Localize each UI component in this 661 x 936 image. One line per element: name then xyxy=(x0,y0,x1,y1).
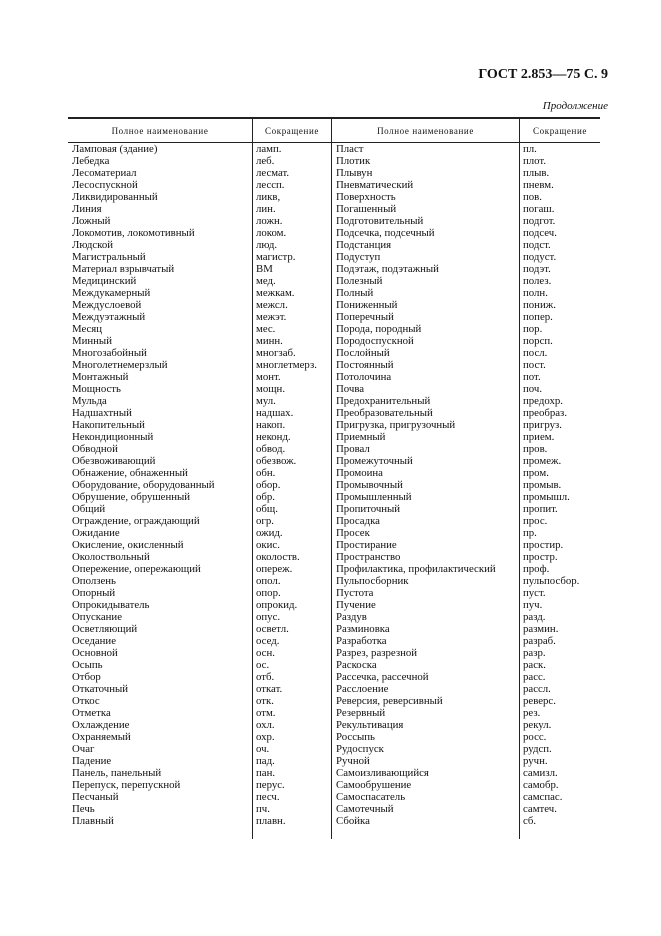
abbreviation-cell: перус. xyxy=(256,779,285,791)
full-name-cell: Опережение, опережающий xyxy=(72,563,201,575)
abbreviation-cell: самобр. xyxy=(523,779,559,791)
abbreviation-cell: плыв. xyxy=(523,167,550,179)
abbreviation-cell: подэт. xyxy=(523,263,551,275)
full-name-cell: Ограждение, ограждающий xyxy=(72,515,200,527)
abbreviation-cell: промыв. xyxy=(523,479,562,491)
abbreviation-cell: промеж. xyxy=(523,455,562,467)
abbreviation-cell: расс. xyxy=(523,671,546,683)
abbreviation-cell: отк. xyxy=(256,695,274,707)
abbreviation-cell: опус. xyxy=(256,611,281,623)
abbreviation-cell: пост. xyxy=(523,359,546,371)
full-name-cell: Междукамерный xyxy=(72,287,151,299)
full-name-cell: Панель, панельный xyxy=(72,767,162,779)
abbreviation-cell: плот. xyxy=(523,155,547,167)
full-name-cell: Охраняемый xyxy=(72,731,131,743)
abbreviation-cell: полн. xyxy=(523,287,548,299)
abbreviation-cell: монт. xyxy=(256,371,281,383)
full-name-cell: Ламповая (здание) xyxy=(72,143,158,155)
abbreviation-cell: люд. xyxy=(256,239,278,251)
abbreviation-cell: подгот. xyxy=(523,215,556,227)
abbreviation-cell: пневм. xyxy=(523,179,554,191)
full-name-cell: Междуслоевой xyxy=(72,299,142,311)
column-divider xyxy=(331,117,332,839)
full-name-cell: Рассечка, рассечной xyxy=(336,671,429,683)
full-name-cell: Оседание xyxy=(72,635,117,647)
abbreviation-cell: попер. xyxy=(523,311,553,323)
full-name-cell: Мощность xyxy=(72,383,121,395)
full-name-cell: Раскоска xyxy=(336,659,377,671)
full-name-cell: Обезвоживающий xyxy=(72,455,156,467)
full-name-cell: Плавный xyxy=(72,815,114,827)
full-name-cell: Подстанция xyxy=(336,239,392,251)
full-name-cell: Плывун xyxy=(336,167,373,179)
abbreviation-cell: ликв, xyxy=(256,191,281,203)
abbreviation-cell: огр. xyxy=(256,515,274,527)
full-name-cell: Пустота xyxy=(336,587,374,599)
abbreviation-cell: мед. xyxy=(256,275,276,287)
abbreviation-cell: опереж. xyxy=(256,563,293,575)
full-name-cell: Линия xyxy=(72,203,102,215)
abbreviation-cell: самспас. xyxy=(523,791,563,803)
full-name-cell: Промывочный xyxy=(336,479,403,491)
abbreviation-cell: пропит. xyxy=(523,503,558,515)
full-name-cell: Промежуточный xyxy=(336,455,413,467)
full-name-cell: Накопительный xyxy=(72,419,145,431)
full-name-cell: Локомотив, локомотивный xyxy=(72,227,195,239)
full-name-cell: Простирание xyxy=(336,539,397,551)
abbreviation-cell: мес. xyxy=(256,323,276,335)
abbreviation-cell: окис. xyxy=(256,539,280,551)
full-name-cell: Разрез, разрезной xyxy=(336,647,418,659)
full-name-cell: Печь xyxy=(72,803,95,815)
right-full-name-column xyxy=(336,143,518,827)
abbreviation-cell: разраб. xyxy=(523,635,556,647)
full-name-cell: Рудоспуск xyxy=(336,743,384,755)
abbreviation-cell: раск. xyxy=(523,659,546,671)
abbreviation-cell: пл. xyxy=(523,143,537,155)
full-name-cell: Обводной xyxy=(72,443,118,455)
abbreviation-cell: простр. xyxy=(523,551,558,563)
abbreviation-cell: пор. xyxy=(523,323,543,335)
full-name-cell: Ручной xyxy=(336,755,370,767)
full-name-cell: Околоствольный xyxy=(72,551,150,563)
abbreviation-cell: рассл. xyxy=(523,683,551,695)
abbreviation-cell: многлетмерз. xyxy=(256,359,317,371)
full-name-cell: Подуступ xyxy=(336,251,381,263)
abbreviation-cell: прос. xyxy=(523,515,548,527)
abbreviation-cell: рез. xyxy=(523,707,541,719)
full-name-cell: Подсечка, подсечный xyxy=(336,227,435,239)
abbreviation-cell: общ. xyxy=(256,503,278,515)
abbreviation-cell: пч. xyxy=(256,803,270,815)
right-abbreviation-column xyxy=(523,143,599,827)
full-name-cell: Падение xyxy=(72,755,112,767)
abbreviation-cell: песч. xyxy=(256,791,280,803)
full-name-cell: Отметка xyxy=(72,707,111,719)
full-name-cell: Мульда xyxy=(72,395,107,407)
full-name-cell: Породоспускной xyxy=(336,335,414,347)
header-full-name-1: Полное наименование xyxy=(111,126,209,136)
abbreviation-cell: минн. xyxy=(256,335,283,347)
full-name-cell: Пространство xyxy=(336,551,401,563)
full-name-cell: Просадка xyxy=(336,515,380,527)
full-name-cell: Междуэтажный xyxy=(72,311,146,323)
abbreviation-cell: пуч. xyxy=(523,599,543,611)
full-name-cell: Подготовительный xyxy=(336,215,424,227)
full-name-cell: Самоспасатель xyxy=(336,791,406,803)
abbreviation-cell: пад. xyxy=(256,755,275,767)
abbreviation-cell: разр. xyxy=(523,647,546,659)
full-name-cell: Опускание xyxy=(72,611,122,623)
full-name-cell: Лебедка xyxy=(72,155,110,167)
abbreviation-cell: оч. xyxy=(256,743,270,755)
abbreviation-cell: разд. xyxy=(523,611,546,623)
full-name-cell: Подэтаж, подэтажный xyxy=(336,263,439,275)
full-name-cell: Потолочина xyxy=(336,371,392,383)
full-name-cell: Ожидание xyxy=(72,527,120,539)
abbreviation-cell: реверс. xyxy=(523,695,556,707)
full-name-cell: Полный xyxy=(336,287,374,299)
abbreviation-cell: осветл. xyxy=(256,623,289,635)
full-name-cell: Пропиточный xyxy=(336,503,401,515)
full-name-cell: Поверхность xyxy=(336,191,396,203)
full-name-cell: Людской xyxy=(72,239,113,251)
abbreviation-cell: лесcп. xyxy=(256,179,285,191)
full-name-cell: Окисление, окисленный xyxy=(72,539,184,551)
abbreviation-cell: отб. xyxy=(256,671,275,683)
full-name-cell: Полезный xyxy=(336,275,383,287)
full-name-cell: Материал взрывчатый xyxy=(72,263,175,275)
full-name-cell: Монтажный xyxy=(72,371,129,383)
full-name-cell: Надшахтный xyxy=(72,407,132,419)
full-name-cell: Общий xyxy=(72,503,106,515)
abbreviation-cell: самизл. xyxy=(523,767,558,779)
continuation-label: Продолжение xyxy=(542,100,608,112)
full-name-cell: Профилактика, профилактический xyxy=(336,563,496,575)
abbreviation-cell: многзаб. xyxy=(256,347,296,359)
full-name-cell: Откос xyxy=(72,695,100,707)
abbreviation-cell: откат. xyxy=(256,683,283,695)
abbreviation-cell: преобраз. xyxy=(523,407,568,419)
abbreviation-cell: пан. xyxy=(256,767,276,779)
abbreviation-cell: лин. xyxy=(256,203,276,215)
abbreviation-cell: подст. xyxy=(523,239,551,251)
full-name-cell: Многозабойный xyxy=(72,347,147,359)
abbreviation-cell: опор. xyxy=(256,587,281,599)
full-name-cell: Предохранительный xyxy=(336,395,431,407)
full-name-cell: Некондиционный xyxy=(72,431,154,443)
full-name-cell: Плотик xyxy=(336,155,371,167)
abbreviation-cell: сб. xyxy=(523,815,537,827)
full-name-cell: Отбор xyxy=(72,671,101,683)
full-name-cell: Провал xyxy=(336,443,370,455)
full-name-cell: Разминовка xyxy=(336,623,390,635)
abbreviation-cell: подсеч. xyxy=(523,227,557,239)
abbreviation-cell: промышл. xyxy=(523,491,570,503)
abbreviation-cell: подуст. xyxy=(523,251,557,263)
full-name-cell: Реверсия, реверсивный xyxy=(336,695,443,707)
header-abbreviation-2: Сокращение xyxy=(533,126,587,136)
full-name-cell: Погашенный xyxy=(336,203,397,215)
abbreviation-cell: ожид. xyxy=(256,527,283,539)
abbreviation-cell: рекул. xyxy=(523,719,552,731)
abbreviation-cell: пр. xyxy=(523,527,537,539)
full-name-cell: Россыпь xyxy=(336,731,375,743)
full-name-cell: Месяц xyxy=(72,323,103,335)
abbreviation-cell: пригруз. xyxy=(523,419,563,431)
full-name-cell: Промышленный xyxy=(336,491,412,503)
abbreviation-cell: межсл. xyxy=(256,299,288,311)
full-name-cell: Пульпосборник xyxy=(336,575,409,587)
abbreviation-cell: накоп. xyxy=(256,419,286,431)
abbreviation-cell: обор. xyxy=(256,479,281,491)
abbreviation-cell: отм. xyxy=(256,707,276,719)
full-name-cell: Поперечный xyxy=(336,311,394,323)
full-name-cell: Магистральный xyxy=(72,251,146,263)
abbreviation-cell: росс. xyxy=(523,731,547,743)
full-name-cell: Песчаный xyxy=(72,791,119,803)
abbreviation-cell: магистр. xyxy=(256,251,296,263)
full-name-cell: Пласт xyxy=(336,143,364,155)
abbreviation-cell: пров. xyxy=(523,443,548,455)
abbreviation-cell: ложн. xyxy=(256,215,283,227)
full-name-cell: Оборудование, оборудованный xyxy=(72,479,215,491)
full-name-cell: Обрушение, обрушенный xyxy=(72,491,191,503)
full-name-cell: Пучение xyxy=(336,599,376,611)
abbreviation-cell: предохр. xyxy=(523,395,563,407)
full-name-cell: Сбойка xyxy=(336,815,370,827)
full-name-cell: Медицинский xyxy=(72,275,137,287)
abbreviation-cell: поч. xyxy=(523,383,543,395)
full-name-cell: Перепуск, перепускной xyxy=(72,779,181,791)
full-name-cell: Многолетнемерзлый xyxy=(72,359,168,371)
full-name-cell: Самотечный xyxy=(336,803,394,815)
full-name-cell: Ликвидированный xyxy=(72,191,158,203)
full-name-cell: Обнажение, обнаженный xyxy=(72,467,188,479)
abbreviation-cell: обр. xyxy=(256,491,275,503)
abbreviation-cell: осед. xyxy=(256,635,280,647)
full-name-cell: Просек xyxy=(336,527,370,539)
abbreviation-cell: мощн. xyxy=(256,383,286,395)
abbreviation-cell: рудсп. xyxy=(523,743,552,755)
abbreviation-cell: ручн. xyxy=(523,755,548,767)
abbreviation-cell: самтеч. xyxy=(523,803,557,815)
table-top-rule xyxy=(68,117,600,119)
header-abbreviation-1: Сокращение xyxy=(265,126,319,136)
full-name-cell: Преобразовательный xyxy=(336,407,433,419)
full-name-cell: Пониженный xyxy=(336,299,398,311)
full-name-cell: Очаг xyxy=(72,743,95,755)
abbreviation-cell: обн. xyxy=(256,467,276,479)
abbreviation-cell: полез. xyxy=(523,275,552,287)
full-name-cell: Пригрузка, пригрузочный xyxy=(336,419,456,431)
full-name-cell: Самообрушение xyxy=(336,779,412,791)
abbreviation-cell: обезвож. xyxy=(256,455,297,467)
abbreviation-cell: пов. xyxy=(523,191,542,203)
column-divider xyxy=(519,117,520,839)
abbreviation-cell: опол. xyxy=(256,575,281,587)
abbreviation-cell: неконд. xyxy=(256,431,291,443)
full-name-cell: Основной xyxy=(72,647,118,659)
full-name-cell: Порода, породный xyxy=(336,323,422,335)
abbreviation-cell: проф. xyxy=(523,563,550,575)
abbreviation-cell: мул. xyxy=(256,395,276,407)
abbreviation-cell: прием. xyxy=(523,431,555,443)
abbreviation-cell: пром. xyxy=(523,467,549,479)
abbreviation-cell: простир. xyxy=(523,539,564,551)
full-name-cell: Приемный xyxy=(336,431,386,443)
full-name-cell: Охлаждение xyxy=(72,719,130,731)
abbreviation-cell: ламп. xyxy=(256,143,282,155)
abbreviation-cell: погаш. xyxy=(523,203,555,215)
full-name-cell: Лесоспускной xyxy=(72,179,138,191)
full-name-cell: Откаточный xyxy=(72,683,129,695)
full-name-cell: Промоина xyxy=(336,467,383,479)
abbreviation-cell: порсп. xyxy=(523,335,553,347)
abbreviation-cell: околоств. xyxy=(256,551,300,563)
full-name-cell: Оползень xyxy=(72,575,116,587)
abbreviation-cell: пуст. xyxy=(523,587,546,599)
full-name-cell: Минный xyxy=(72,335,112,347)
full-name-cell: Самоизливающийся xyxy=(336,767,429,779)
full-name-cell: Опорный xyxy=(72,587,116,599)
full-name-cell: Осыпь xyxy=(72,659,103,671)
full-name-cell: Расслоение xyxy=(336,683,389,695)
full-name-cell: Постоянный xyxy=(336,359,394,371)
full-name-cell: Лесоматериал xyxy=(72,167,137,179)
abbreviation-cell: межэт. xyxy=(256,311,287,323)
header-full-name-2: Полное наименование xyxy=(377,126,474,136)
abbreviation-cell: посл. xyxy=(523,347,548,359)
full-name-cell: Опрокидыватель xyxy=(72,599,150,611)
full-name-cell: Рекультивация xyxy=(336,719,404,731)
abbreviation-cell: надшах. xyxy=(256,407,294,419)
abbreviation-cell: охл. xyxy=(256,719,275,731)
page-header: ГОСТ 2.853—75 С. 9 xyxy=(478,67,608,82)
abbreviation-cell: леб. xyxy=(256,155,275,167)
full-name-cell: Пневматический xyxy=(336,179,414,191)
full-name-cell: Разработка xyxy=(336,635,387,647)
left-abbreviation-column xyxy=(256,143,330,827)
full-name-cell: Ложный xyxy=(72,215,111,227)
abbreviation-cell: пульпосбор. xyxy=(523,575,580,587)
full-name-cell: Осветляющий xyxy=(72,623,138,635)
full-name-cell: Резервный xyxy=(336,707,386,719)
abbreviation-cell: обвод. xyxy=(256,443,286,455)
abbreviation-cell: пот. xyxy=(523,371,541,383)
abbreviation-table xyxy=(68,117,600,839)
full-name-cell: Раздув xyxy=(336,611,367,623)
abbreviation-cell: межкам. xyxy=(256,287,295,299)
abbreviation-cell: опрокид. xyxy=(256,599,298,611)
abbreviation-cell: охр. xyxy=(256,731,275,743)
full-name-cell: Почва xyxy=(336,383,365,395)
left-full-name-column xyxy=(72,143,250,827)
abbreviation-cell: лесмат. xyxy=(256,167,290,179)
full-name-cell: Послойный xyxy=(336,347,390,359)
abbreviation-cell: плавн. xyxy=(256,815,286,827)
abbreviation-cell: ВМ xyxy=(256,263,273,275)
abbreviation-cell: локом. xyxy=(256,227,287,239)
column-divider xyxy=(252,117,253,839)
abbreviation-cell: осн. xyxy=(256,647,275,659)
abbreviation-cell: размин. xyxy=(523,623,559,635)
abbreviation-cell: ос. xyxy=(256,659,270,671)
abbreviation-cell: пониж. xyxy=(523,299,556,311)
